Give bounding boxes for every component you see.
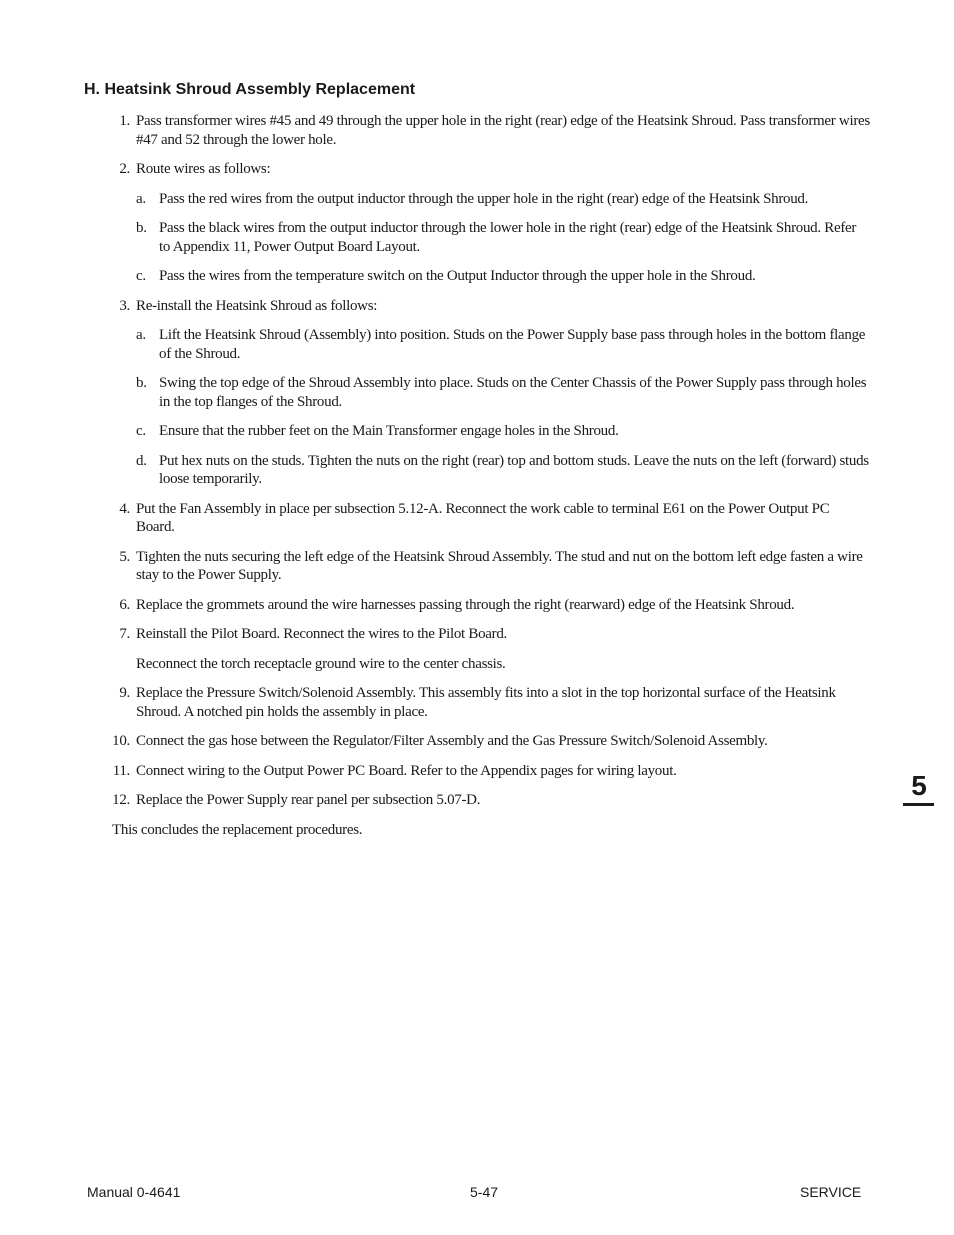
substep-letter: a. <box>136 190 146 207</box>
section-title: H. Heatsink Shroud Assembly Replacement <box>84 81 416 98</box>
step-3a <box>0 326 954 363</box>
step-3c <box>0 422 954 441</box>
step-7 <box>0 625 954 644</box>
step-2 <box>0 160 954 179</box>
step-7-continued <box>0 655 954 674</box>
step-text: Route wires as follows: <box>136 161 271 177</box>
step-number: 12. <box>112 792 130 808</box>
step-text: Reconnect the torch receptacle ground wire to the center chassis. <box>136 655 506 672</box>
step-10 <box>0 732 954 751</box>
footer-manual-number: Manual 0-4641 <box>87 1184 181 1200</box>
substep-text: Pass the wires from the temperature switch on the Output Inductor through the upper hole in the Shroud. <box>159 268 756 284</box>
step-9 <box>0 684 954 721</box>
procedure-steps <box>0 112 954 850</box>
substep-text: Put hex nuts on the studs. Tighten the nuts on the right (rear) top and bottom studs. Leave the nuts on the left (forward) studs loose temporarily. <box>159 452 869 487</box>
step-text: Connect the gas hose between the Regulator/Filter Assembly and the Gas Pressure Switch/Solenoid Assembly. <box>136 733 768 749</box>
step-text: Put the Fan Assembly in place per subsection 5.12-A. Reconnect the work cable to terminal E61 on the Power Output PC Board. <box>136 500 830 535</box>
step-number: 5. <box>119 548 130 565</box>
substep-letter: c. <box>136 268 146 284</box>
footer-page-number: 5-47 <box>470 1184 499 1200</box>
step-3d <box>0 452 954 489</box>
step-3b <box>0 374 954 411</box>
footer-section-name: SERVICE <box>800 1184 862 1200</box>
conclusion-text: This concludes the replacement procedures. <box>112 821 363 838</box>
substep-text: Ensure that the rubber feet on the Main Transformer engage holes in the Shroud. <box>159 423 619 439</box>
step-text: Replace the Power Supply rear panel per subsection 5.07-D. <box>136 792 481 808</box>
step-number: 7. <box>119 626 130 642</box>
step-number: 6. <box>119 596 130 613</box>
step-text: Tighten the nuts securing the left edge of the Heatsink Shroud Assembly. The stud and nut on the bottom left edge fasten a wire stay to the Power Supply. <box>136 548 863 583</box>
substep-letter: b. <box>136 220 147 236</box>
substep-letter: b. <box>136 375 147 391</box>
step-number: 9. <box>119 685 130 701</box>
step-number: 4. <box>119 500 130 517</box>
substep-letter: c. <box>136 423 146 439</box>
step-4 <box>0 500 954 537</box>
substep-text: Lift the Heatsink Shroud (Assembly) into position. Studs on the Power Supply base pass through holes in the bottom flange of the Shroud. <box>159 327 866 362</box>
step-number: 1. <box>119 113 130 129</box>
chapter-tab-rule <box>903 803 934 806</box>
step-2a <box>0 190 954 209</box>
step-5 <box>0 548 954 585</box>
step-11 <box>0 762 954 781</box>
step-text: Replace the grommets around the wire harnesses passing through the right (rearward) edge of the Heatsink Shroud. <box>136 596 795 613</box>
step-3 <box>0 297 954 316</box>
step-2c <box>0 267 954 286</box>
substep-letter: a. <box>136 327 146 343</box>
step-text: Reinstall the Pilot Board. Reconnect the wires to the Pilot Board. <box>136 626 507 642</box>
substep-text: Pass the black wires from the output inductor through the lower hole in the right (rear) edge of the Heatsink Shroud. Refer to Appendix 11, Power Output Board Layout. <box>159 220 857 255</box>
step-number: 3. <box>119 297 130 314</box>
step-2b <box>0 219 954 256</box>
step-6 <box>0 596 954 615</box>
step-text: Pass transformer wires #45 and 49 through the upper hole in the right (rear) edge of the Heatsink Shroud. Pass transformer wires #47 and 52 through the lower hole. <box>136 113 870 148</box>
step-number: 11. <box>112 762 130 779</box>
step-text: Connect wiring to the Output Power PC Board. Refer to the Appendix pages for wiring layout. <box>136 762 677 779</box>
step-text: Replace the Pressure Switch/Solenoid Assembly. This assembly fits into a slot in the top horizontal surface of the Heatsink Shroud. A notched pin holds the assembly in place. <box>136 685 836 720</box>
substep-text: Swing the top edge of the Shroud Assembly into place. Studs on the Center Chassis of the Power Supply pass through holes in the top flanges of the Shroud. <box>159 375 867 410</box>
step-number: 10. <box>112 733 130 749</box>
step-12 <box>0 791 954 810</box>
step-1 <box>0 112 954 149</box>
substep-letter: d. <box>136 452 147 469</box>
step-text: Re-install the Heatsink Shroud as follows: <box>136 297 378 314</box>
chapter-tab: 5 <box>911 770 927 801</box>
step-number: 2. <box>119 161 130 177</box>
substep-text: Pass the red wires from the output inductor through the upper hole in the right (rear) edge of the Heatsink Shroud. <box>159 190 809 207</box>
